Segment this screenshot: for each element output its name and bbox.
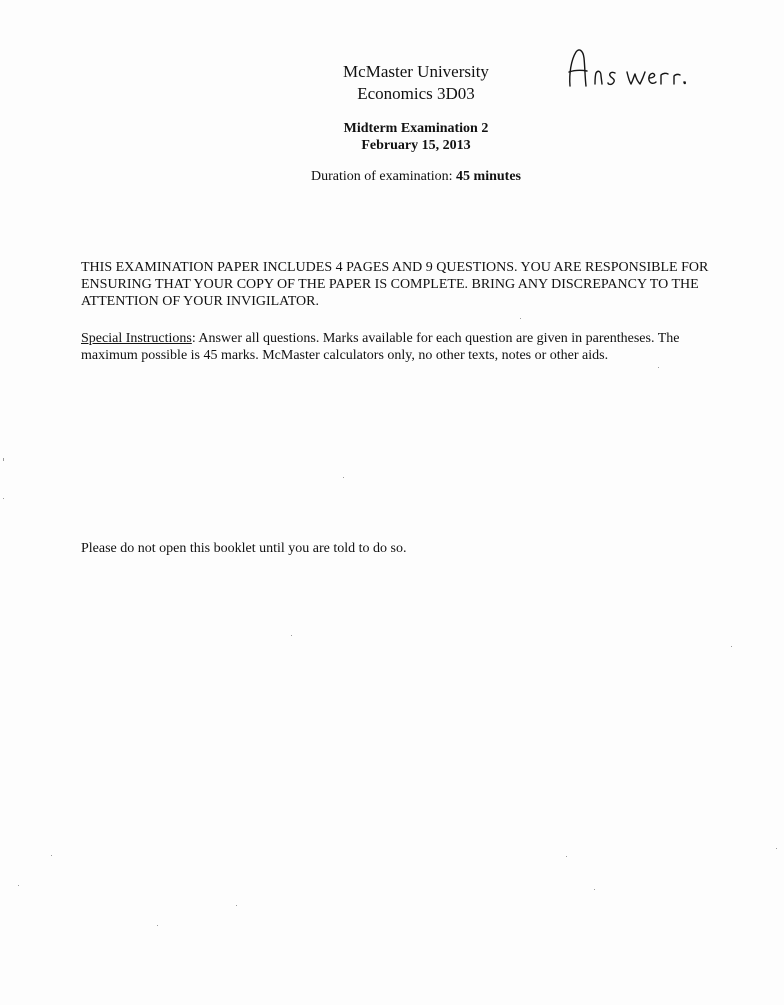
- completeness-warning: THIS EXAMINATION PAPER INCLUDES 4 PAGES AND 9 QUESTIONS. YOU ARE RESPONSIBLE FOR ENSURING THAT YOUR COPY OF THE PAPER IS COMPLETE. BRING ANY DISCREPANCY TO THE ATTENTION OF YOUR INVIGILATOR.: [81, 260, 709, 309]
- scan-speck: [157, 925, 158, 926]
- scan-speck: [18, 885, 19, 886]
- handwritten-answers-annotation: [563, 46, 693, 94]
- scan-speck: [236, 905, 237, 906]
- scan-speck: [594, 889, 595, 890]
- scan-speck: [658, 367, 659, 368]
- special-instructions: [81, 330, 711, 364]
- scan-speck: [776, 848, 777, 849]
- scan-speck: [51, 855, 52, 856]
- exam-title: Midterm Examination 2: [343, 121, 489, 136]
- scan-speck: [520, 318, 521, 319]
- exam-duration: [24, 168, 784, 186]
- course-code: Economics 3D03: [357, 84, 475, 103]
- scan-speck: [731, 646, 732, 647]
- scan-speck: [343, 477, 344, 478]
- exam-date: February 15, 2013: [361, 138, 471, 153]
- scan-speck: [291, 635, 292, 636]
- duration-label: Duration of examination:: [311, 169, 457, 184]
- scan-speck: [3, 498, 4, 499]
- scan-speck: [3, 458, 4, 461]
- university-name: McMaster University: [343, 62, 489, 81]
- closing-notice: Please do not open this booklet until you are told to do so.: [81, 541, 407, 556]
- scan-speck: [566, 856, 567, 857]
- special-instructions-text: : Answer all questions. Marks available for each question are given in parentheses. The maximum possible is 45 marks. McMaster calculators only, no other texts, notes or other aids.: [81, 331, 680, 363]
- special-instructions-label: Special Instructions: [81, 331, 192, 346]
- duration-value: 45 minutes: [456, 169, 521, 184]
